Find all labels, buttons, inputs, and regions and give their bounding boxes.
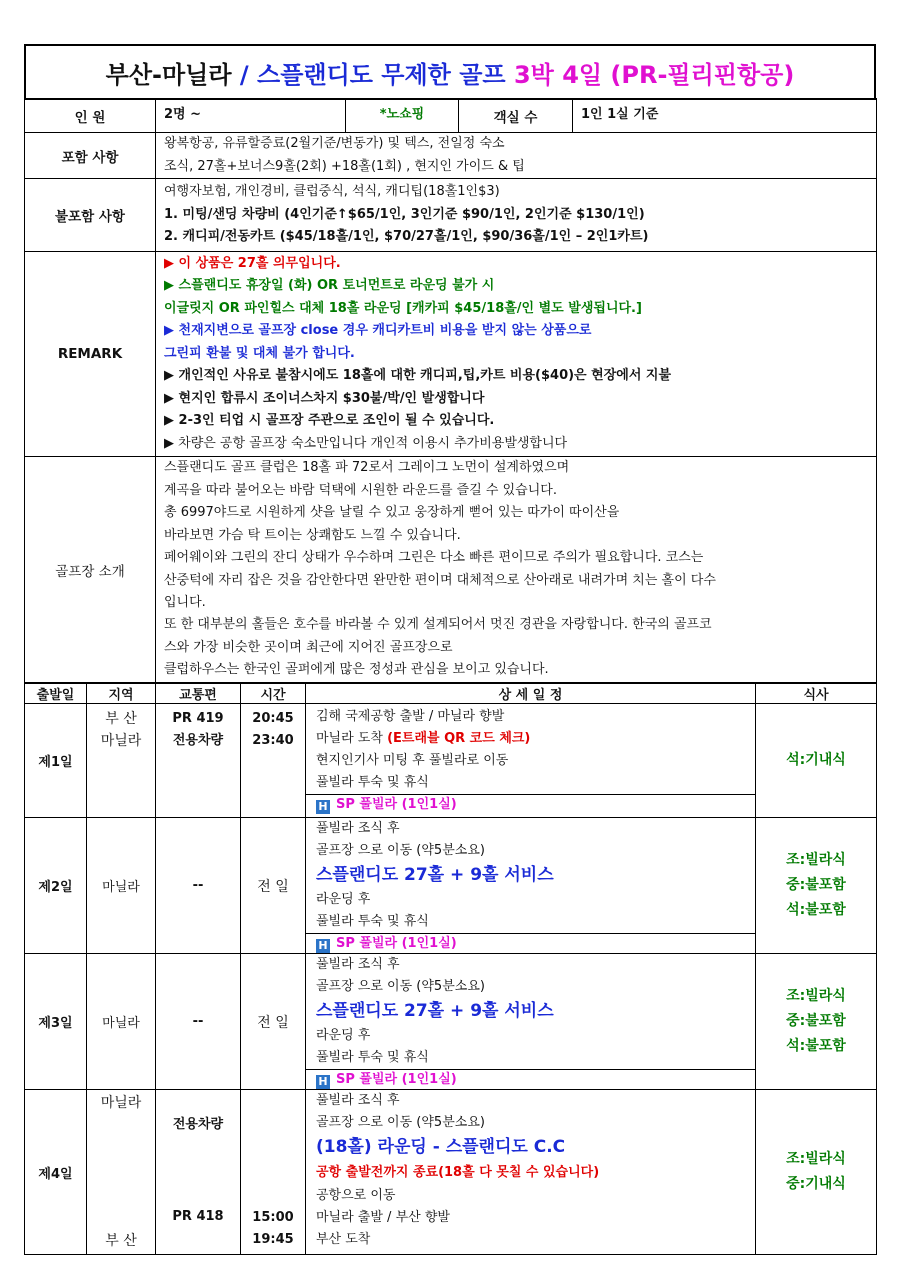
meal: 석:불포함 [786,1038,846,1054]
header-detail: 상 세 일 정 [306,684,756,704]
region: 마닐라 [100,733,142,749]
excluded-line: 2. 캐디피/전동카트 ($45/18홀/1인, $70/27홀/1인, $90/36홀/1인 – 2인1카트) [164,229,649,245]
golf-service-line: 스플랜디도 27홀 + 9홀 서비스 [316,1001,554,1021]
included-line: 조식, 27홀+보너스9홀(2회) +18홀(1회) , 현지인 가이드 & 팁 [164,158,525,174]
detail-text: 마닐라 도착 [316,731,388,746]
no-shopping-badge: *노쇼핑 [346,99,459,133]
persons-label: 인 원 [25,99,156,133]
meal: 석:기내식 [786,752,846,768]
region: 마닐라 [87,954,156,1090]
hotel-line [306,794,755,815]
hotel-name: SP 풀빌라 (1인1실) [336,797,457,812]
detail-line: 골프장 으로 이동 (약5분소요) [316,843,485,858]
day-times [241,1090,306,1255]
time: 20:45 [252,711,294,726]
day-label: 제1일 [25,704,87,818]
title-table [24,44,876,100]
included-content [156,133,877,179]
header-meal: 식사 [756,684,877,704]
schedule-day-2 [25,818,877,954]
header-date: 출발일 [25,684,87,704]
page-title [25,45,875,99]
excluded-line: 1. 미팅/샌딩 차량비 (4인기준↑$65/1인, 3인기준 $90/1인, 2인기준 $130/1인) [164,206,645,222]
course-line: 총 6997야드로 시원하게 샷을 날릴 수 있고 웅장하게 뻗어 있는 따가이 따이산을 [164,505,620,521]
day-details [306,818,756,954]
detail-line [306,728,755,750]
remark-line: ▶ 차량은 공항 골프장 숙소만입니다 개인적 이용시 추가비용발생합니다 [164,435,568,451]
day-transport [156,1090,241,1255]
detail-line: 김해 국제공항 출발 / 마닐라 향발 [316,709,505,724]
region: 부 산 [105,1233,137,1249]
excluded-line: 여행자보험, 개인경비, 클럽중식, 석식, 캐디팁(18홀1인$3) [164,184,500,200]
detail-line: 공항으로 이동 [316,1188,396,1203]
included-line: 왕복항공, 유류할증료(2월기준/변동가) 및 텍스, 전일정 숙소 [164,136,505,151]
header-region: 지역 [87,684,156,704]
day-meals [756,1090,877,1255]
course-line: 바라보면 가슴 탁 트이는 상쾌함도 느낄 수 있습니다. [164,527,461,543]
meal: 중:불포함 [786,877,846,893]
transport: 전용차량 [172,733,224,748]
region: 부 산 [105,711,137,727]
day-details [306,704,756,818]
detail-line: 풀빌라 투숙 및 휴식 [316,775,429,790]
day-label: 제4일 [25,1090,87,1255]
detail-line: 풀빌라 조식 후 [316,1093,400,1108]
detail-line: 부산 도착 [316,1232,371,1247]
meal: 조:빌라식 [786,1151,846,1167]
course-line: 스와 가장 비슷한 곳이며 최근에 지어진 골프장으로 [164,639,453,655]
schedule-day-3 [25,954,877,1090]
meal: 중:기내식 [786,1176,846,1192]
schedule-table [24,683,877,1255]
detail-line: 마닐라 출발 / 부산 향발 [316,1210,450,1225]
day-details [306,954,756,1090]
remark-line: ▶ 2-3인 티업 시 골프장 주관으로 조인이 될 수 있습니다. [164,413,495,429]
transport: -- [156,954,241,1090]
detail-line: 라운딩 후 [316,892,371,907]
transport: PR 418 [172,1209,224,1224]
meal: 석:불포함 [786,902,846,918]
day-regions [87,1090,156,1255]
course-content [156,457,877,683]
day-details [306,1090,756,1255]
remark-line: 이글릿지 OR 파인힐스 대체 18홀 라운딩 [캐카피 $45/18홀/인 별도 발생됩니다.] [164,300,642,316]
day-label: 제2일 [25,818,87,954]
detail-line: 풀빌라 조식 후 [316,957,400,972]
meal: 조:빌라식 [786,852,846,868]
schedule-header [25,684,877,704]
excluded-row [25,179,877,252]
time: 15:00 [252,1210,294,1225]
course-line: 페어웨이와 그린의 잔디 상태가 우수하며 그린은 다소 빠른 편이므로 주의가 필요합니다. 코스는 [164,550,704,566]
detail-line: 현지인기사 미팅 후 풀빌라로 이동 [316,753,509,768]
remark-label: REMARK [25,252,156,457]
persons-row [25,99,877,133]
included-row [25,133,877,179]
room-value: 1인 1실 기준 [573,99,877,133]
info-table [24,98,877,683]
day-meals [756,954,877,1090]
detail-line: 라운딩 후 [316,1028,371,1043]
transport: 전용차량 [172,1117,224,1132]
time: 19:45 [252,1232,294,1247]
day-meals [756,818,877,954]
title-slash: / [231,60,258,89]
day-transport [156,704,241,818]
meal: 중:불포함 [786,1013,846,1029]
day-label: 제3일 [25,954,87,1090]
remark-row [25,252,877,457]
course-line: 계곡을 따라 불어오는 바람 덕택에 시원한 라운드를 즐길 수 있습니다. [164,482,557,498]
included-label: 포함 사항 [25,133,156,179]
day-meals [756,704,877,818]
header-time: 시간 [241,684,306,704]
hotel-line [306,1069,755,1089]
course-line: 또 한 대부분의 홀들은 호수를 바라볼 수 있게 설계되어서 멋진 경관을 자랑합니다. 한국의 골프코 [164,617,712,633]
excluded-label: 불포함 사항 [25,179,156,252]
course-row [25,457,877,683]
course-label: 골프장 소개 [25,457,156,683]
meal: 조:빌라식 [786,988,846,1004]
detail-line: 골프장 으로 이동 (약5분소요) [316,1115,485,1130]
transport: -- [156,818,241,954]
day-regions [87,704,156,818]
remark-line: ▶ 스플랜디도 휴장일 (화) OR 토너먼트로 라운딩 불가 시 [164,278,495,294]
title-route: 부산-마닐라 [105,60,232,89]
excluded-content [156,179,877,252]
persons-value: 2명 ~ [156,99,346,133]
region: 마닐라 [100,1095,142,1111]
end-before-departure-note: 공항 출발전까지 종료(18홀 다 못칠 수 있습니다) [316,1165,600,1180]
qr-check-note: (E트래블 QR 코드 체크) [387,731,531,746]
course-line: 스플랜디도 골프 클럽은 18홀 파 72로서 그레이그 노먼이 설계하였으며 [164,460,570,476]
detail-line: 풀빌라 조식 후 [316,821,400,836]
remark-line: ▶ 현지인 합류시 조이너스차지 $30불/박/인 발생합니다 [164,390,485,406]
hotel-name: SP 풀빌라 (1인1실) [336,936,457,951]
golf-service-line: 스플랜디도 27홀 + 9홀 서비스 [316,865,554,885]
hotel-icon: H [316,939,330,953]
schedule-day-1 [25,704,877,818]
title-airline: (PR-필리핀항공) [602,60,795,89]
course-line: 산중턱에 자리 잡은 것을 감안한다면 완만한 편이며 대체적으로 산아래로 내려가며 치는 홀이 다수 [164,572,716,588]
transport: PR 419 [172,711,224,726]
room-label: 객실 수 [459,99,573,133]
region: 마닐라 [87,818,156,954]
time: 전 일 [241,818,306,954]
header-transport: 교통편 [156,684,241,704]
detail-line: 풀빌라 투숙 및 휴식 [316,914,429,929]
remark-line: ▶ 개인적인 사유로 불참시에도 18홀에 대한 캐디피,팁,카트 비용($40)은 현장에서 지불 [164,368,672,384]
detail-line: 풀빌라 투숙 및 휴식 [316,1050,429,1065]
hotel-line [306,933,755,953]
title-duration: 3박 4일 [505,60,603,89]
schedule-day-4 [25,1090,877,1255]
hotel-icon: H [316,800,330,814]
remark-line: 그린피 환불 및 대체 불가 합니다. [164,345,355,361]
detail-line: 골프장 으로 이동 (약5분소요) [316,979,485,994]
course-line: 입니다. [164,594,206,610]
course-line: 클럽하우스는 한국인 골퍼에게 많은 정성과 관심을 보이고 있습니다. [164,662,549,678]
hotel-icon: H [316,1075,330,1089]
time: 전 일 [241,954,306,1090]
remark-line: ▶ 이 상품은 27홀 의무입니다. [164,255,341,271]
time: 23:40 [252,733,294,748]
title-product: 스플랜디도 무제한 골프 [257,60,506,89]
golf-round-line: (18홀) 라운딩 - 스플랜디도 C.C [316,1137,566,1157]
remark-line: ▶ 천재지변으로 골프장 close 경우 캐디카트비 비용을 받지 않는 상품으로 [164,323,592,339]
day-times [241,704,306,818]
hotel-name: SP 풀빌라 (1인1실) [336,1072,457,1087]
remark-content [156,252,877,457]
